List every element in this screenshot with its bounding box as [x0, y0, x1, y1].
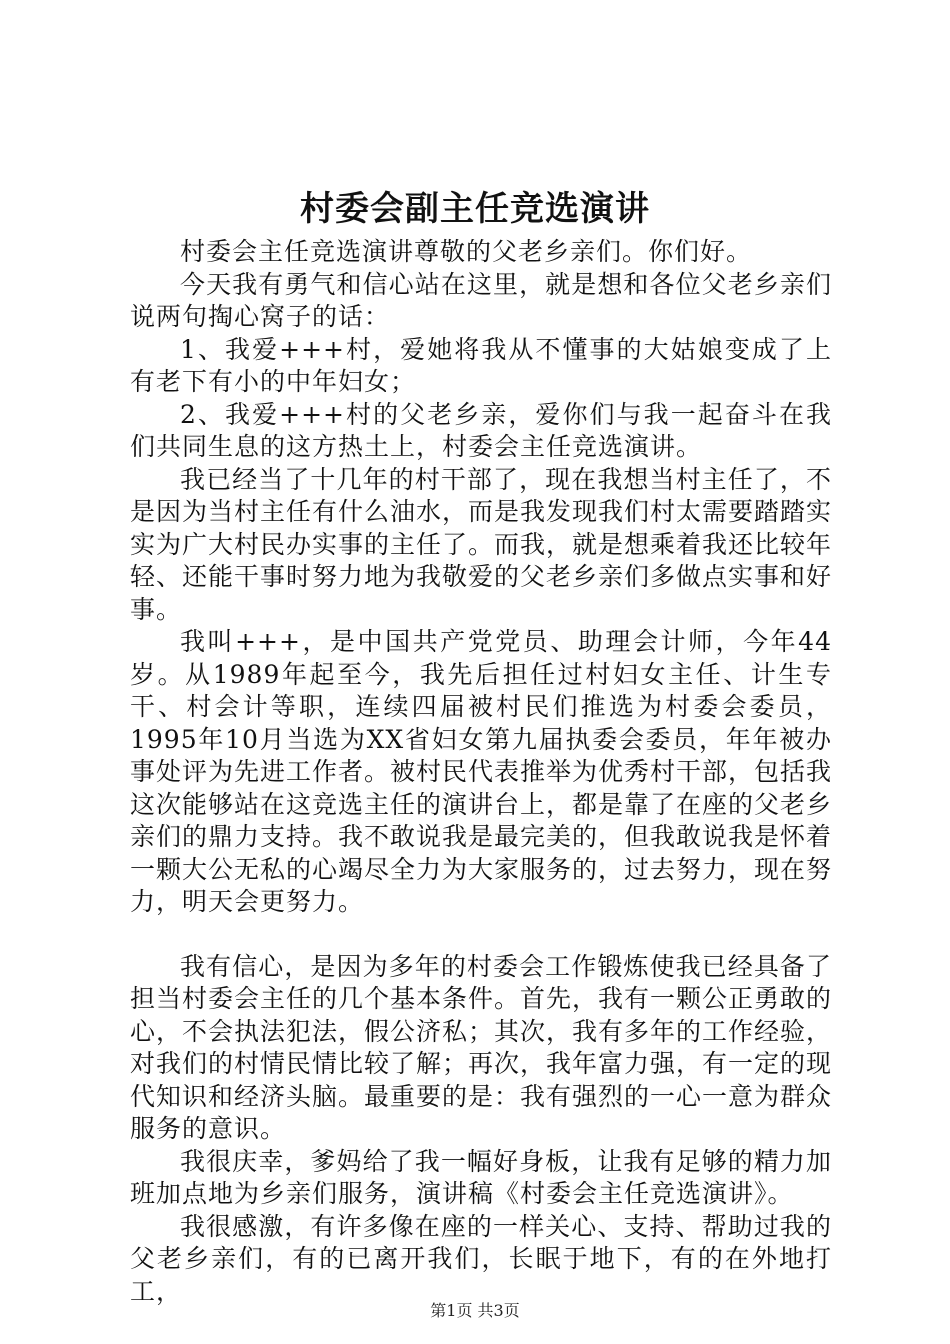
document-body — [130, 236, 832, 1308]
paragraph-gap — [130, 919, 832, 951]
paragraph-fortunate: 我很庆幸，爹妈给了我一幅好身板，让我有足够的精力加班加点地为乡亲们服务，演讲稿《村委会主任竞选演讲》。 — [130, 1146, 832, 1208]
paragraph-experience: 我已经当了十几年的村干部了，现在我想当村主任了，不是因为当村主任有什么油水，而是我发现我们村太需要踏踏实实为广大村民办实事的主任了。而我，就是想乘着我还比较年轻、还能干事时努力地为我敬爱的父老乡亲们多做点实事和好事。 — [130, 464, 833, 624]
paragraph-intro: 今天我有勇气和信心站在这里，就是想和各位父老乡亲们说两句掏心窝子的话： — [130, 269, 832, 331]
paragraph-confidence: 我有信心，是因为多年的村委会工作锻炼使我已经具备了担当村委会主任的几个基本条件。首先，我有一颗公正勇敢的心，不会执法犯法，假公济私；其次，我有多年的工作经验，对我们的村情民情比较了解；再次，我年富力强，有一定的现代知识和经济头脑。最重要的是：我有强烈的一心一意为群众服务的意识。 — [130, 951, 833, 1143]
paragraph-point-1: 1、我爱+++村，爱她将我从不懂事的大姑娘变成了上有老下有小的中年妇女； — [130, 334, 832, 396]
document-title: 村委会副主任竞选演讲 — [300, 189, 650, 229]
paragraph-point-2: 2、我爱+++村的父老乡亲，爱你们与我一起奋斗在我们共同生息的这方热土上，村委会主任竞选演讲。 — [130, 399, 832, 461]
paragraph-background: 我叫+++，是中国共产党党员、助理会计师，今年44岁。从1989年起至今，我先后担任过村妇女主任、计生专干、村会计等职，连续四届被村民们推选为村委会委员，1995年10月当选为XX省妇女第九届执委会委员，年年被办事处评为先进工作者。被村民代表推举为优秀村干部，包括我这次能够站在这竞选主任的演讲台上，都是靠了在座的父老乡亲们的鼎力支持。我不敢说我是最完美的，但我敢说我是怀着一颗大公无私的心竭尽全力为大家服务的，过去努力，现在努力，明天会更努力。 — [130, 627, 833, 916]
page-number: 第1页 共3页 — [430, 1301, 520, 1320]
paragraph-gratitude: 我很感激，有许多像在座的一样关心、支持、帮助过我的父老乡亲们，有的已离开我们，长眠于地下，有的在外地打工， — [130, 1211, 832, 1306]
paragraph-greeting: 村委会主任竞选演讲尊敬的父老乡亲们。你们好。 — [180, 237, 753, 266]
